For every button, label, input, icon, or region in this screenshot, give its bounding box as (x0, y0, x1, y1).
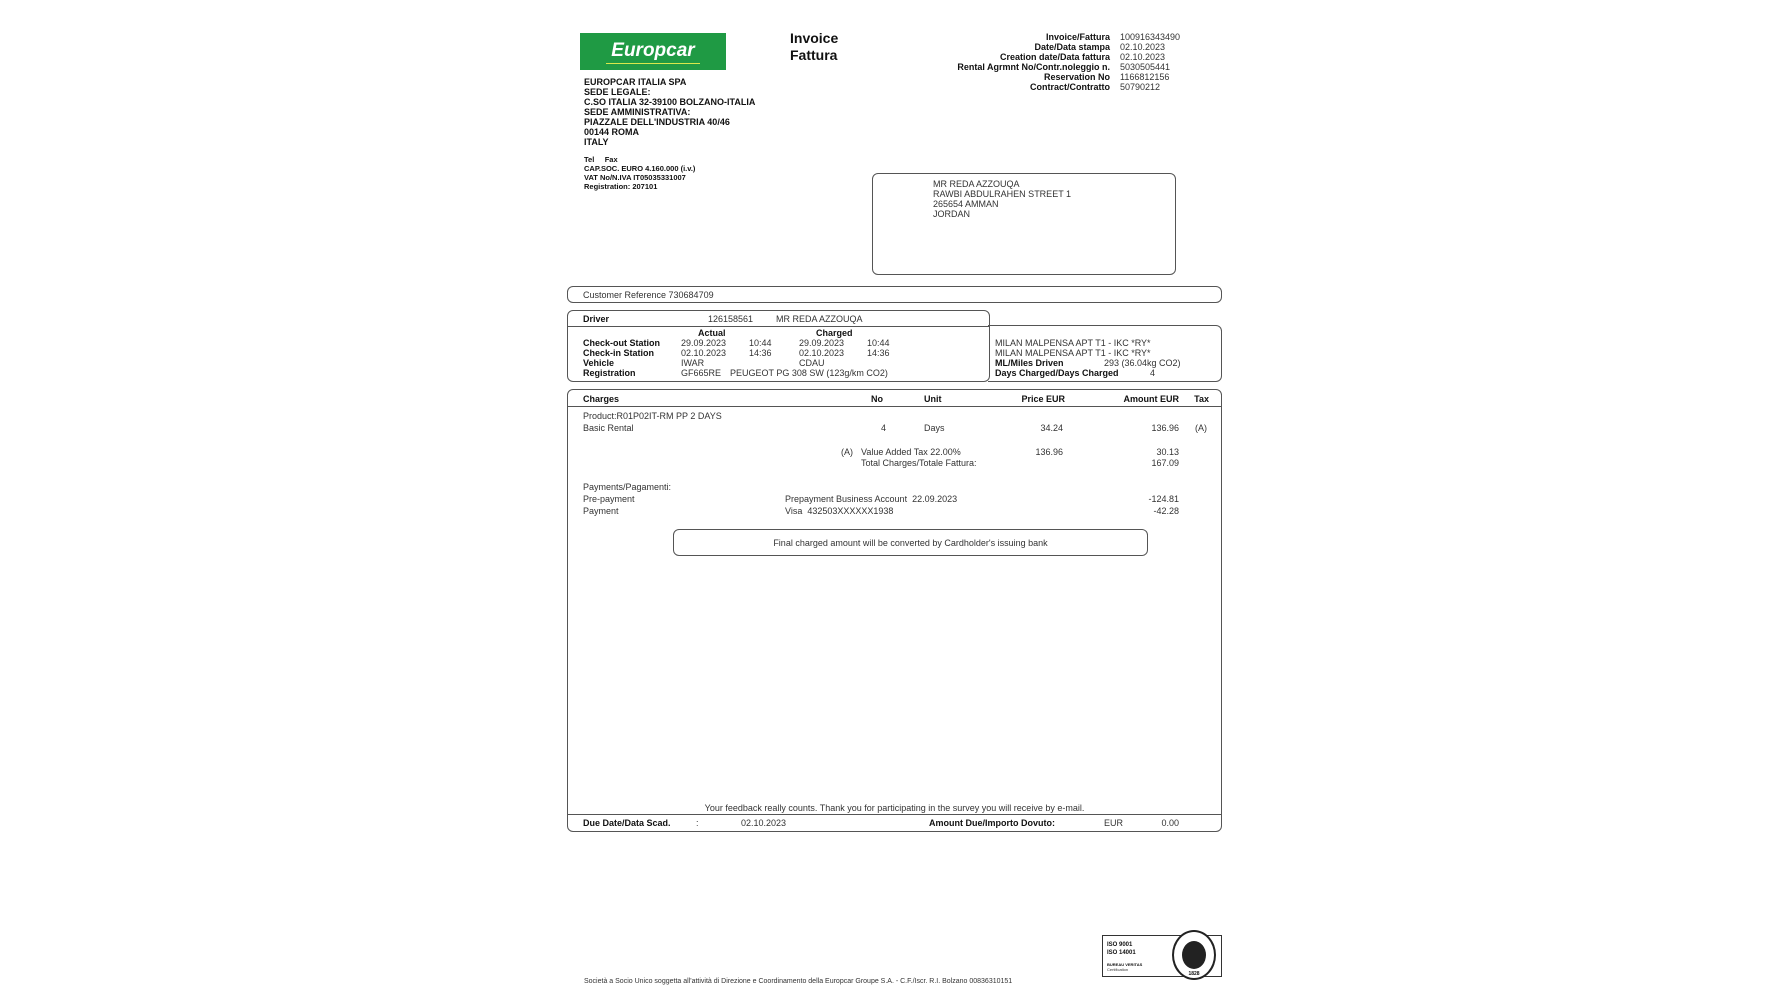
company-line: C.SO ITALIA 32-39100 BOLZANO-ITALIA (584, 97, 756, 107)
total-label: Total Charges/Totale Fattura: (861, 458, 977, 468)
charge-price: 34.24 (1040, 423, 1063, 433)
title-invoice: Invoice (790, 30, 839, 46)
company-info (584, 77, 755, 191)
vat-label: Value Added Tax 22.00% (861, 447, 961, 457)
charge-desc: Basic Rental (583, 423, 634, 433)
address-line: JORDAN (933, 209, 971, 219)
payment-desc: Visa 432503XXXXXX1938 (785, 506, 894, 516)
iso-9001: ISO 9001 (1107, 942, 1133, 948)
iso-14001: ISO 14001 (1107, 950, 1136, 956)
registration-label: Registration (583, 368, 636, 378)
fax-label: Fax (604, 155, 618, 164)
checkout-station: MILAN MALPENSA APT T1 - IKC *RY* (995, 338, 1151, 348)
payments-title: Payments/Pagamenti: (583, 482, 672, 492)
vat-amount: 30.13 (1156, 447, 1179, 457)
legal-footer: Società a Socio Unico soggetta all'attività di Direzione e Coordinamento della Europcar Groupe S.A. - C.F./Iscr. R.I. Bolzano 00836310151 (584, 978, 1013, 985)
payment-amount: -124.81 (1148, 494, 1179, 504)
payment-amount: -42.28 (1153, 506, 1179, 516)
address-line: 265654 AMMAN (933, 199, 999, 209)
miles-value: 293 (36.04kg CO2) (1104, 358, 1181, 368)
due-colon: : (696, 818, 699, 828)
meta-row (930, 32, 1180, 42)
title-fattura: Fattura (790, 47, 838, 63)
company-line: EUROPCAR ITALIA SPA (584, 77, 687, 87)
actual-header: Actual (698, 328, 726, 338)
checkin-actual-time: 14:36 (749, 348, 772, 358)
meta-label: Rental Agrmnt No/Contr.noleggio n. (957, 62, 1110, 72)
logo-text: Europcar (611, 40, 695, 61)
registration-plate: GF665RE (681, 368, 722, 378)
vehicle-label: Vehicle (583, 358, 615, 368)
meta-value: 1166812156 (1120, 72, 1170, 82)
meta-value: 02.10.2023 (1120, 42, 1166, 52)
company-line: 00144 ROMA (584, 127, 640, 137)
col-price: Price EUR (1021, 394, 1065, 404)
col-no: No (871, 394, 883, 404)
address-line: RAWBI ABDULRAHEN STREET 1 (933, 189, 1072, 199)
meta-value: 50790212 (1120, 82, 1161, 92)
station-box (988, 325, 1222, 382)
vehicle-model: PEUGEOT PG 308 SW (123g/km CO2) (730, 368, 888, 378)
meta-row (930, 42, 1180, 52)
company-line: PIAZZALE DELL'INDUSTRIA 40/46 (584, 117, 730, 127)
company-line: ITALY (584, 137, 609, 147)
meta-label: Creation date/Data fattura (999, 52, 1110, 62)
miles-label: ML/Miles Driven (995, 358, 1064, 368)
conversion-note: Final charged amount will be converted by Cardholder's issuing bank (773, 538, 1048, 548)
meta-row (930, 52, 1180, 62)
checkin-actual-date: 02.10.2023 (681, 348, 727, 358)
charges-box (567, 389, 1222, 832)
conversion-note-box (673, 529, 1148, 556)
days-value: 4 (1150, 368, 1156, 378)
meta-value: 5030505441 (1120, 62, 1171, 72)
checkout-label: Check-out Station (583, 338, 661, 348)
col-tax: Tax (1194, 394, 1209, 404)
capital: CAP.SOC. EURO 4.160.000 (i.v.) (584, 164, 696, 173)
driver-name: MR REDA AZZOUQA (776, 314, 863, 324)
col-charges: Charges (583, 394, 620, 404)
amount-due-currency: EUR (1104, 818, 1124, 828)
checkout-charged-time: 10:44 (867, 338, 890, 348)
meta-label: Reservation No (1043, 72, 1110, 82)
checkin-label: Check-in Station (583, 348, 655, 358)
checkin-charged-date: 02.10.2023 (799, 348, 845, 358)
meta-value: 02.10.2023 (1120, 52, 1166, 62)
address-line: MR REDA AZZOUQA (933, 179, 1020, 189)
address-box (872, 173, 1176, 275)
certification-label: Certification (1107, 967, 1129, 972)
charge-amount: 136.96 (1151, 423, 1179, 433)
total-amount: 167.09 (1151, 458, 1179, 468)
days-label: Days Charged/Days Charged (995, 368, 1119, 378)
amount-due: 0.00 (1161, 818, 1179, 828)
tel-label: Tel (584, 155, 595, 164)
charge-no: 4 (881, 423, 887, 433)
charge-unit: Days (924, 423, 945, 433)
due-date: 02.10.2023 (741, 818, 787, 828)
checkout-actual-date: 29.09.2023 (681, 338, 727, 348)
bureau-veritas: BUREAU VERITAS (1107, 962, 1143, 967)
vat-number: VAT No/N.IVA IT05035331007 (584, 173, 686, 182)
driver-box (567, 310, 990, 382)
payment-type: Payment (583, 506, 619, 516)
bureau-veritas-seal-icon (1172, 930, 1216, 980)
due-date-label: Due Date/Data Scad. (583, 818, 671, 828)
meta-row (930, 62, 1180, 72)
feedback-text: Your feedback really counts. Thank you for participating in the survey you will receive by e-mail. (704, 803, 1085, 813)
payment-desc: Prepayment Business Account 22.09.2023 (785, 494, 958, 504)
driver-label: Driver (583, 314, 610, 324)
customer-reference: Customer Reference 730684709 (583, 290, 714, 300)
company-line: SEDE AMMINISTRATIVA: (584, 107, 691, 117)
charged-header: Charged (816, 328, 853, 338)
seal-year: 1828 (1188, 971, 1200, 977)
payment-type: Pre-payment (583, 494, 635, 504)
product-code: Product:R01P02IT-RM PP 2 DAYS (583, 411, 722, 421)
meta-label: Contract/Contratto (1030, 82, 1110, 92)
meta-label: Date/Data stampa (1034, 42, 1110, 52)
checkout-actual-time: 10:44 (749, 338, 772, 348)
invoice-meta (930, 32, 1180, 92)
vehicle-actual: IWAR (681, 358, 705, 368)
checkout-charged-date: 29.09.2023 (799, 338, 845, 348)
meta-label: Invoice/Fattura (1045, 32, 1110, 42)
meta-row (930, 72, 1180, 82)
registration-number: Registration: 207101 (584, 182, 658, 191)
charge-tax: (A) (1195, 423, 1207, 433)
meta-row (930, 82, 1180, 92)
vat-base: 136.96 (1035, 447, 1063, 457)
company-line: SEDE LEGALE: (584, 87, 651, 97)
europcar-logo (580, 33, 726, 70)
checkin-charged-time: 14:36 (867, 348, 890, 358)
driver-id: 126158561 (708, 314, 754, 324)
amount-due-label: Amount Due/Importo Dovuto: (929, 818, 1055, 828)
customer-reference-box (567, 286, 1222, 303)
checkin-station: MILAN MALPENSA APT T1 - IKC *RY* (995, 348, 1151, 358)
col-unit: Unit (924, 394, 942, 404)
meta-value: 100916343490 (1120, 32, 1181, 42)
vehicle-charged: CDAU (799, 358, 825, 368)
vat-code: (A) (841, 447, 853, 457)
col-amount: Amount EUR (1123, 394, 1179, 404)
